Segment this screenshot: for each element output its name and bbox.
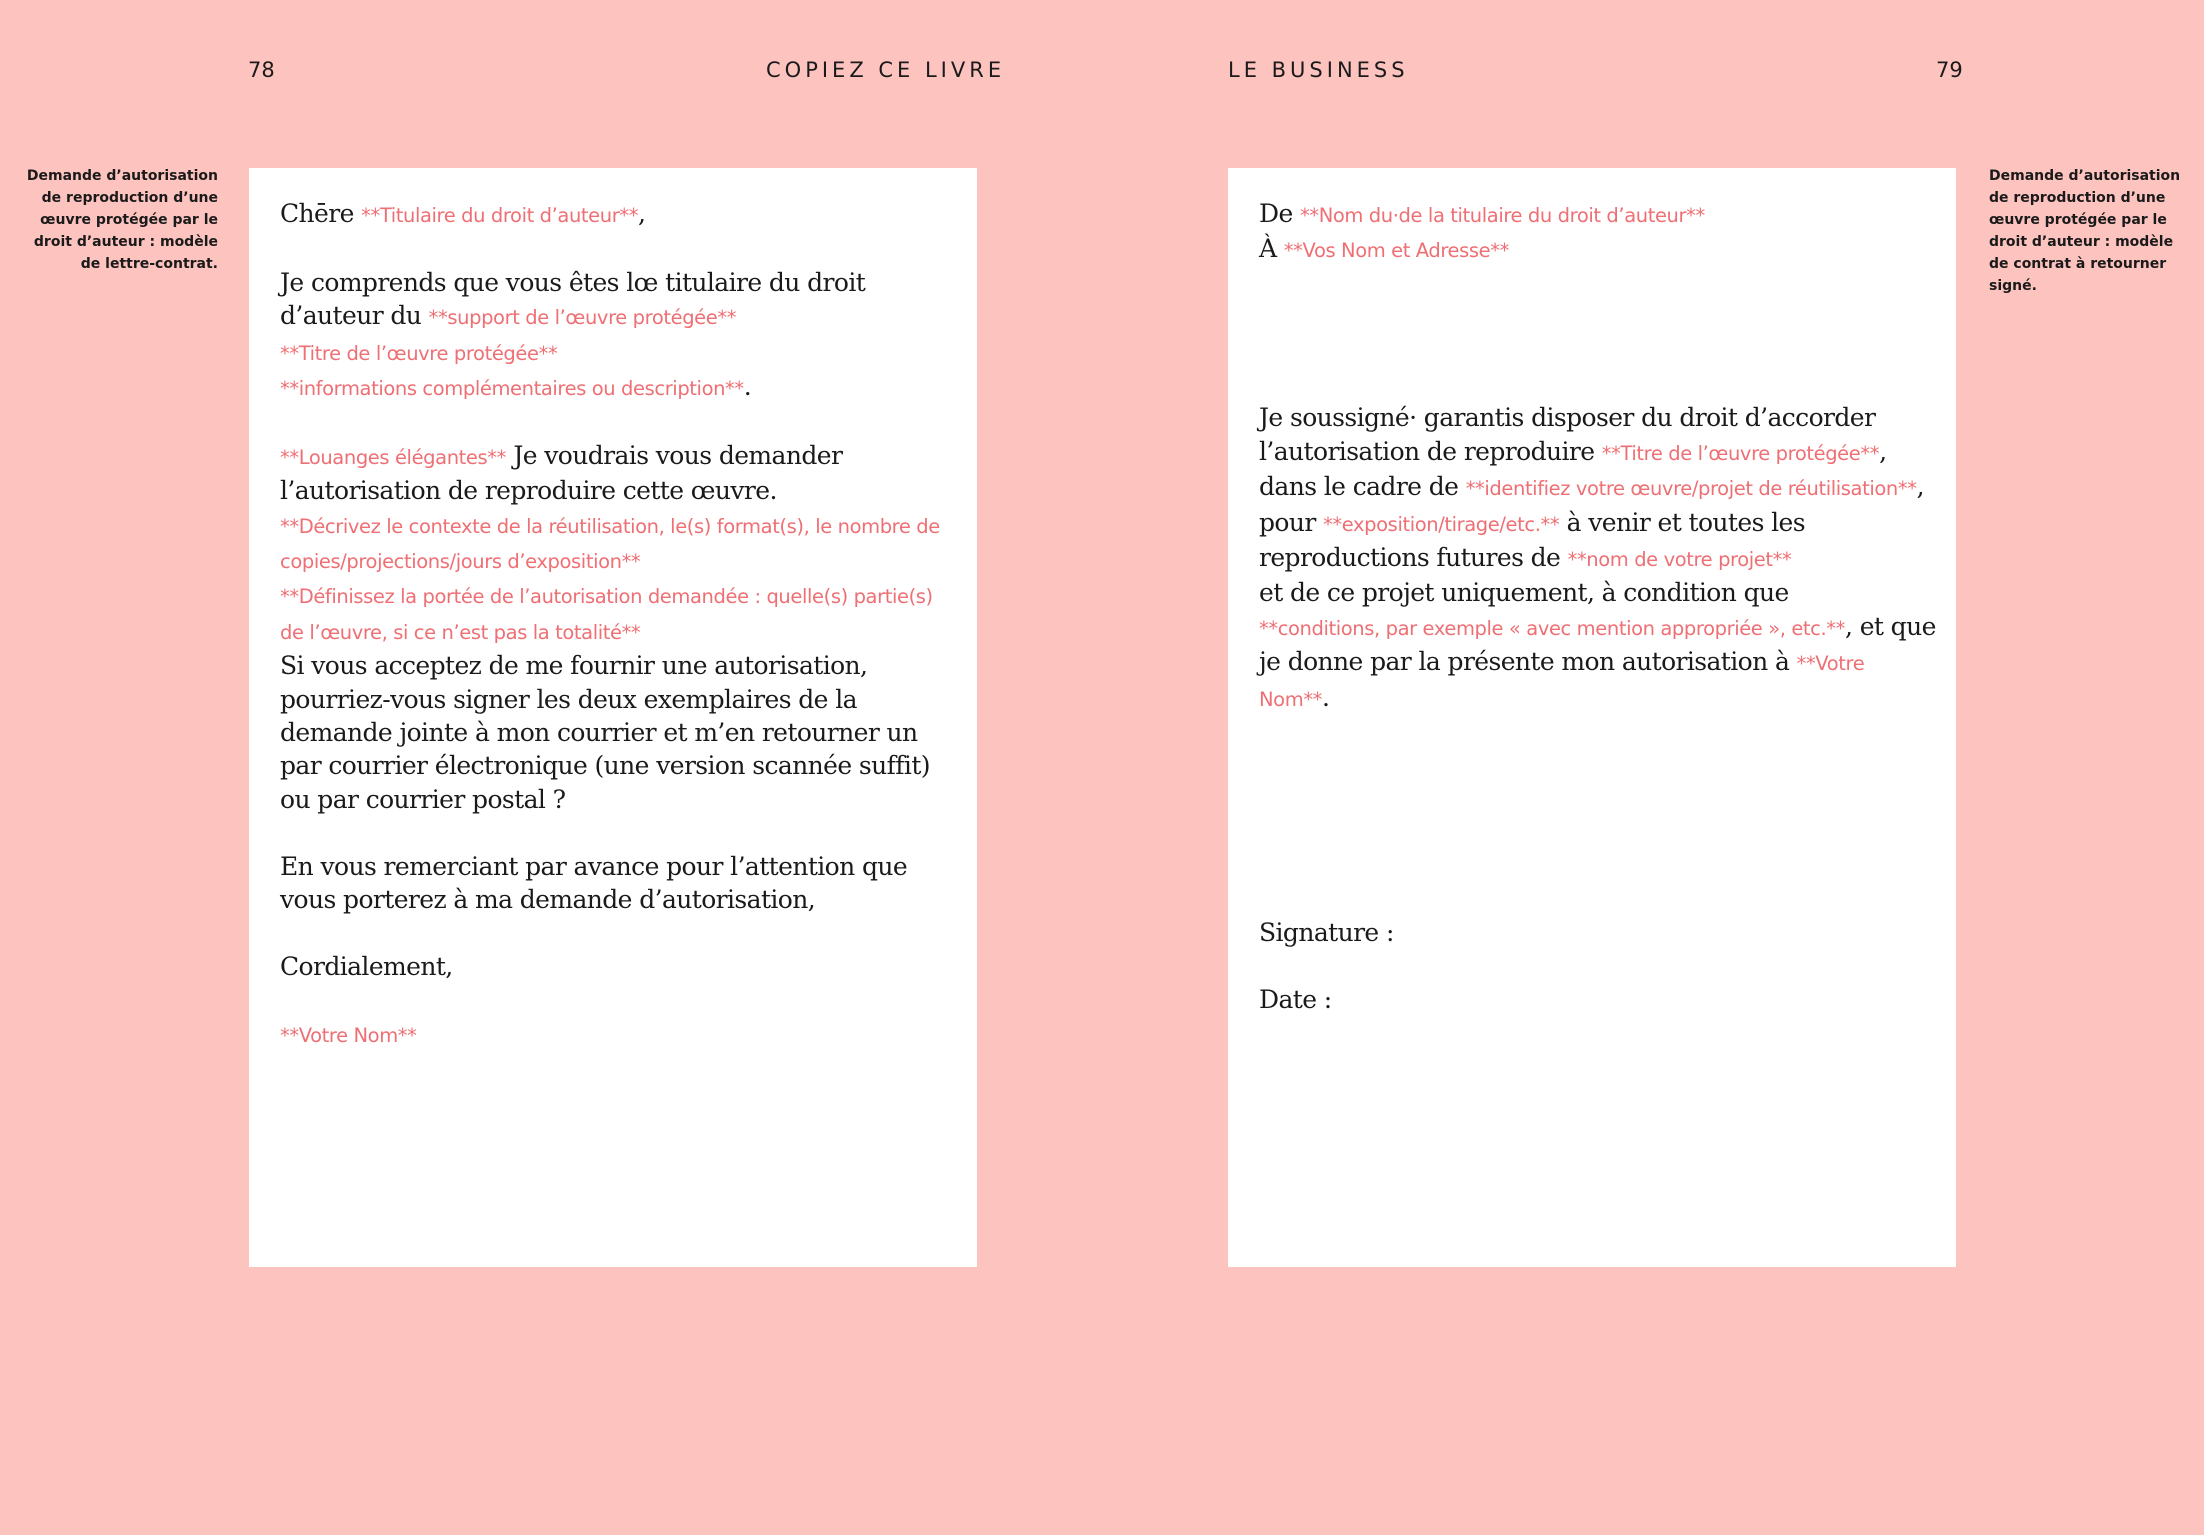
- auth-text-5: et de ce projet uniquement, à condition que: [1259, 578, 1789, 608]
- placeholder-name-address: **Vos Nom et Adresse**: [1283, 239, 1509, 263]
- right-running-title: LE BUSINESS: [1228, 58, 1409, 82]
- placeholder-copyright-holder: **Titulaire du droit d’auteur**: [361, 204, 639, 227]
- auth-text-4: à venir et toutes les reproductions futures de: [1259, 507, 1805, 573]
- right-page-number: 79: [1936, 58, 1963, 82]
- paragraph-sign-request: Si vous acceptez de me fournir une autorisation, pourriez-vous signer les deux exemplaires de la demande jointe à mon courrier et m’en retourner un par courrier électronique (une version scannée suffit) ou par courrier postal ?: [280, 651, 930, 814]
- letter-template-card: [249, 168, 977, 1267]
- request-text: Je voudrais vous demander l’autorisation de reproduire cette œuvre.: [280, 440, 843, 506]
- auth-text-1: Je soussigné· garantis disposer du droit d’accorder l’autorisation de reproduire: [1259, 403, 1876, 466]
- closing: Cordialement,: [280, 951, 453, 981]
- intro-text: Je comprends que vous êtes lœ titulaire du droit d’auteur du: [280, 267, 866, 331]
- salutation-line: [280, 197, 957, 232]
- authorization-paragraph: [1259, 401, 1936, 716]
- placeholder-project-name: **nom de votre projet**: [1567, 548, 1792, 572]
- auth-text-7: .: [1322, 682, 1330, 712]
- placeholder-work-title: **Titre de l’œuvre protégée**: [280, 341, 558, 365]
- paragraph-request: [280, 439, 957, 649]
- date-field: Date :: [1259, 984, 1332, 1014]
- salutation-comma: ,: [638, 199, 646, 228]
- paragraph-thanks: En vous remerciant par avance pour l’attention que vous porterez à ma demande d’autorisation,: [280, 851, 908, 915]
- right-caption: Demande d’autorisation de reproduction d’une œuvre protégée par le droit d’auteur : modèle de contrat à retourner signé.: [1989, 168, 2181, 294]
- placeholder-your-name: **Votre Nom**: [280, 1023, 417, 1047]
- from-label: De: [1259, 199, 1293, 228]
- auth-text-6: , et que je donne par la présente mon autorisation à: [1259, 611, 1936, 677]
- left-page-number: 78: [248, 58, 275, 82]
- placeholder-work-title: **Titre de l’œuvre protégée**: [1601, 441, 1880, 465]
- placeholder-scope: **Définissez la portée de l’autorisation demandée : quelle(s) partie(s) de l’œuvre, si ce n’est pas la totalité**: [280, 585, 933, 644]
- to-line: [1259, 232, 1936, 267]
- placeholder-context: **Décrivez le contexte de la réutilisation, le(s) format(s), le nombre de copies/projections/jours d’exposition**: [280, 514, 940, 574]
- placeholder-reuse-project: **identifiez votre œuvre/projet de réutilisation**: [1465, 477, 1917, 501]
- auth-text-2: , dans le cadre de: [1259, 436, 1887, 502]
- left-caption: Demande d’autorisation de reproduction d’une œuvre protégée par le droit d’auteur : modèle de lettre-contrat.: [26, 168, 218, 272]
- to-label: À: [1259, 234, 1277, 264]
- placeholder-praise: **Louanges élégantes**: [280, 445, 506, 469]
- salutation: Chēre: [280, 199, 354, 228]
- auth-text-3: , pour: [1259, 472, 1924, 537]
- signature-field: Signature :: [1259, 918, 1394, 948]
- placeholder-work-info: **informations complémentaires ou description**: [280, 377, 744, 401]
- placeholder-holder-name: **Nom du·de la titulaire du droit d’auteur**: [1300, 204, 1705, 227]
- signature-line: [280, 1017, 957, 1052]
- placeholder-exhibition: **exposition/tirage/etc.**: [1323, 512, 1560, 536]
- placeholder-conditions: **conditions, par exemple « avec mention appropriée », etc.**: [1259, 616, 1845, 640]
- left-running-title: COPIEZ CE LIVRE: [766, 58, 1006, 82]
- paragraph-intro: [280, 266, 957, 406]
- from-line: [1259, 197, 1936, 232]
- intro-period: .: [743, 372, 752, 402]
- placeholder-your-name: **Votre Nom**: [1259, 652, 1865, 711]
- placeholder-work-medium: **support de l’œuvre protégée**: [428, 306, 737, 330]
- contract-template-card: [1228, 168, 1956, 1267]
